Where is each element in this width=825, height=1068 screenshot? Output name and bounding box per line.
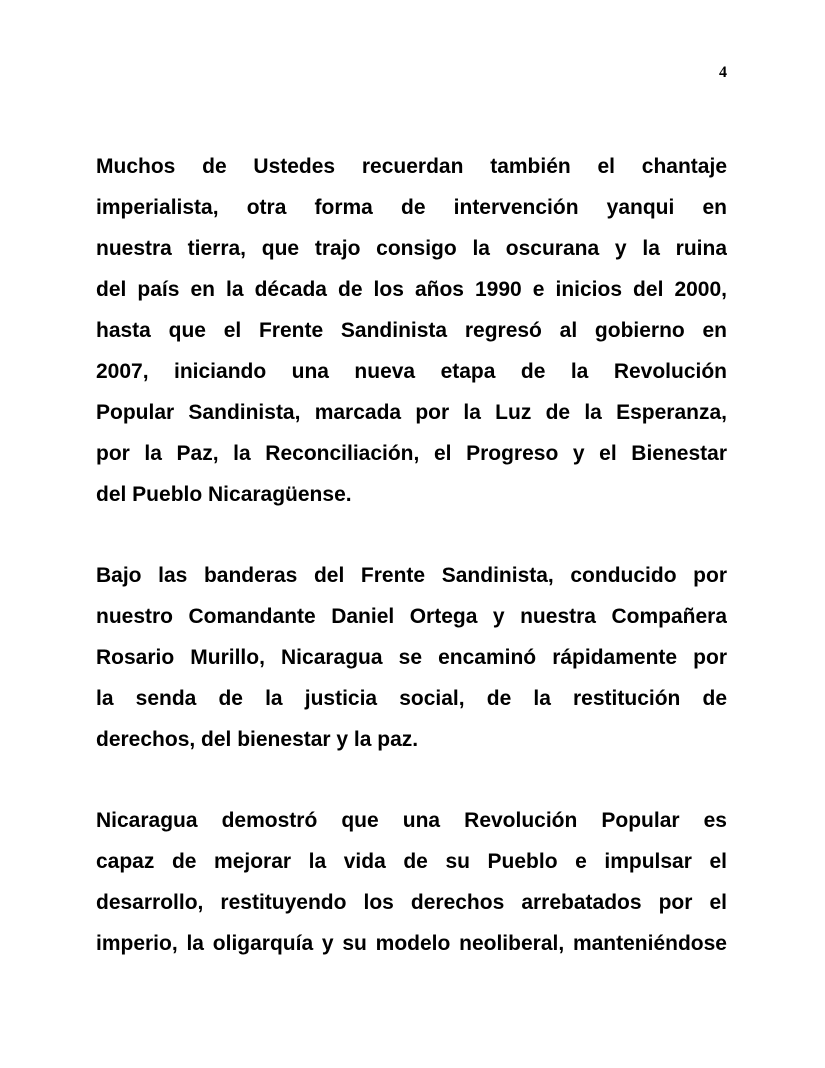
text-line: del Pueblo Nicaragüense. (96, 483, 352, 506)
text-line: imperialista, otra forma de intervención yanqui en (96, 196, 727, 219)
paragraph-1 (96, 146, 727, 515)
page-number: 4 (719, 64, 727, 81)
text-line: 2007, iniciando una nueva etapa de la Revolución (96, 360, 727, 383)
text-line: Bajo las banderas del Frente Sandinista, conducido por (96, 564, 727, 587)
text-line: la senda de la justicia social, de la restitución de (96, 687, 727, 710)
text-line: Muchos de Ustedes recuerdan también el chantaje (96, 155, 727, 178)
text-line: Nicaragua demostró que una Revolución Popular es (96, 809, 727, 832)
text-line: Rosario Murillo, Nicaragua se encaminó rápidamente por (96, 646, 727, 669)
text-line: hasta que el Frente Sandinista regresó al gobierno en (96, 319, 727, 342)
text-line: nuestro Comandante Daniel Ortega y nuestra Compañera (96, 605, 727, 628)
text-line: del país en la década de los años 1990 e inicios del 2000, (96, 278, 727, 301)
text-line: derechos, del bienestar y la paz. (96, 728, 419, 751)
paragraph-3 (96, 800, 727, 964)
paragraph-2 (96, 555, 727, 760)
document-body (96, 146, 727, 1004)
text-line: nuestra tierra, que trajo consigo la oscurana y la ruina (96, 237, 727, 260)
text-line: capaz de mejorar la vida de su Pueblo e impulsar el (96, 850, 727, 873)
text-line: Popular Sandinista, marcada por la Luz de la Esperanza, (96, 401, 727, 424)
text-line: imperio, la oligarquía y su modelo neoliberal, manteniéndose (96, 932, 727, 955)
text-line: por la Paz, la Reconciliación, el Progreso y el Bienestar (96, 442, 727, 465)
text-line: desarrollo, restituyendo los derechos arrebatados por el (96, 891, 727, 914)
